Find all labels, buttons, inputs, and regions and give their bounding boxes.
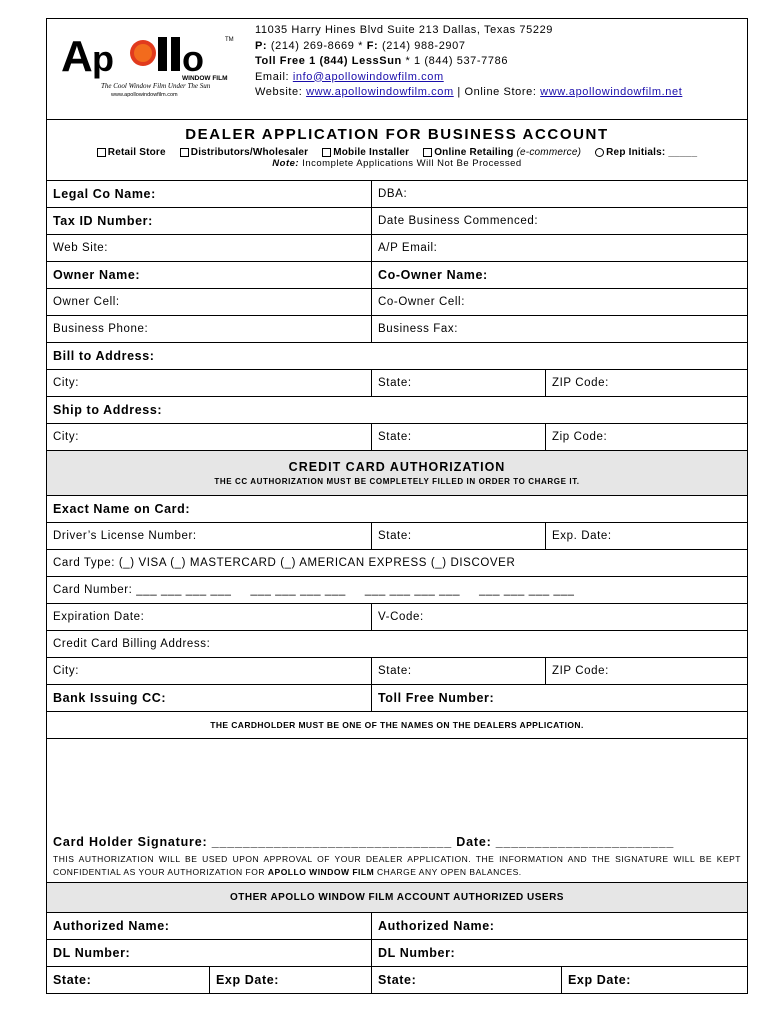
option-mobile[interactable]: Mobile Installer bbox=[322, 147, 409, 158]
owner-name-field[interactable]: Owner Name: bbox=[53, 268, 141, 282]
bill-state-field[interactable]: State: bbox=[371, 370, 545, 396]
legal-name-field[interactable]: Legal Co Name: bbox=[53, 187, 156, 201]
billing-address-field[interactable]: Credit Card Billing Address: bbox=[53, 638, 211, 650]
svg-text:o: o bbox=[182, 38, 204, 79]
svg-text:A: A bbox=[61, 32, 93, 81]
vcode-field[interactable]: V-Code: bbox=[371, 604, 747, 630]
svg-text:p: p bbox=[92, 38, 114, 79]
coowner-cell-field[interactable]: Co-Owner Cell: bbox=[371, 289, 747, 315]
cc-city-field[interactable]: City: bbox=[53, 665, 79, 677]
ship-zip-field[interactable]: Zip Code: bbox=[545, 424, 747, 450]
dealer-application-form bbox=[46, 18, 748, 994]
auth-name-1-field[interactable]: Authorized Name: bbox=[53, 919, 170, 933]
email-line: Email: info@apollowindowfilm.com bbox=[255, 70, 444, 83]
email-link[interactable]: info@apollowindowfilm.com bbox=[292, 70, 444, 83]
bank-field[interactable]: Bank Issuing CC: bbox=[53, 691, 167, 705]
exp-date-field[interactable]: Exp. Date: bbox=[545, 523, 747, 549]
phone-line: P: (214) 269-8669 * F: (214) 988-2907 bbox=[255, 39, 466, 52]
store-link[interactable]: www.apollowindowfilm.net bbox=[540, 86, 683, 98]
tax-id-field[interactable]: Tax ID Number: bbox=[53, 214, 153, 228]
ship-city-field[interactable]: City: bbox=[53, 431, 79, 443]
other-users-title: OTHER APOLLO WINDOW FILM ACCOUNT AUTHORIZED USERS bbox=[230, 892, 564, 903]
exp-2-field[interactable]: Exp Date: bbox=[561, 967, 747, 993]
rep-initials[interactable]: Rep Initials: _____ bbox=[595, 147, 697, 158]
page-title: DEALER APPLICATION FOR BUSINESS ACCOUNT bbox=[185, 126, 609, 143]
cc-state-field[interactable]: State: bbox=[371, 658, 545, 684]
dba-field[interactable]: DBA: bbox=[371, 181, 747, 207]
coowner-name-field[interactable]: Co-Owner Name: bbox=[371, 262, 747, 288]
logo-url: www.apollowindowfilm.com bbox=[111, 92, 178, 98]
address: 11035 Harry Hines Blvd Suite 213 Dallas, Texas 75229 bbox=[255, 24, 554, 36]
state-1-field[interactable]: State: bbox=[53, 973, 92, 987]
option-retail[interactable]: Retail Store bbox=[97, 147, 166, 158]
owner-cell-field[interactable]: Owner Cell: bbox=[53, 296, 120, 308]
bill-zip-field[interactable]: ZIP Code: bbox=[545, 370, 747, 396]
dl-number-field[interactable]: Driver’s License Number: bbox=[53, 530, 197, 542]
business-phone-field[interactable]: Business Phone: bbox=[53, 323, 149, 335]
checkbox-icon[interactable] bbox=[423, 148, 432, 157]
cc-zip-field[interactable]: ZIP Code: bbox=[545, 658, 747, 684]
checkbox-icon[interactable] bbox=[180, 148, 189, 157]
website-line: Website: www.apollowindowfilm.com | Online Store: www.apollowindowfilm.net bbox=[255, 86, 683, 98]
ship-state-field[interactable]: State: bbox=[371, 424, 545, 450]
dl-state-field[interactable]: State: bbox=[371, 523, 545, 549]
web-site-field[interactable]: Web Site: bbox=[53, 242, 109, 254]
apollo-logo bbox=[47, 19, 247, 119]
exp-1-field[interactable]: Exp Date: bbox=[209, 967, 371, 993]
apollo-logo-graphic bbox=[47, 19, 247, 119]
authorization-note: THIS AUTHORIZATION WILL BE USED UPON APPROVAL OF YOUR DEALER APPLICATION. THE INFORMATION AND THE SIGNATURE WILL BE KEPT CONFIDENTIAL AS YOUR AUTHORIZATION FOR APOLLO WINDOW FILM CHARGE ANY OPEN BALANCES. bbox=[53, 854, 741, 877]
account-type-options bbox=[47, 147, 747, 158]
svg-text:TM: TM bbox=[225, 37, 234, 43]
contact-info bbox=[247, 19, 682, 119]
option-distributor[interactable]: Distributors/Wholesaler bbox=[180, 147, 308, 158]
state-2-field[interactable]: State: bbox=[371, 967, 561, 993]
toll-free-line: Toll Free 1 (844) LessSun * 1 (844) 537-7786 bbox=[255, 55, 509, 67]
letterhead bbox=[47, 19, 747, 119]
cc-title: CREDIT CARD AUTHORIZATION bbox=[288, 460, 506, 474]
business-fax-field[interactable]: Business Fax: bbox=[371, 316, 747, 342]
bill-to-field[interactable]: Bill to Address: bbox=[53, 349, 155, 363]
cc-subtitle: THE CC AUTHORIZATION MUST BE COMPLETELY FILLED IN ORDER TO CHARGE IT. bbox=[214, 477, 580, 486]
card-type-field[interactable]: Card Type: (_) VISA (_) MASTERCARD (_) AMERICAN EXPRESS (_) DISCOVER bbox=[53, 557, 516, 569]
radio-icon[interactable] bbox=[595, 148, 604, 157]
auth-name-2-field[interactable]: Authorized Name: bbox=[371, 913, 747, 939]
toll-free-field[interactable]: Toll Free Number: bbox=[371, 685, 747, 711]
dl-2-field[interactable]: DL Number: bbox=[371, 940, 747, 966]
bill-city-field[interactable]: City: bbox=[53, 377, 79, 389]
dl-1-field[interactable]: DL Number: bbox=[53, 946, 131, 960]
note: Note: Incomplete Applications Will Not Be Processed bbox=[272, 158, 522, 169]
title-row bbox=[47, 119, 747, 180]
option-online[interactable]: Online Retailing (e-commerce) bbox=[423, 147, 581, 158]
ship-to-field[interactable]: Ship to Address: bbox=[53, 403, 163, 417]
cc-header bbox=[47, 450, 747, 495]
checkbox-icon[interactable] bbox=[322, 148, 331, 157]
expiration-field[interactable]: Expiration Date: bbox=[53, 611, 145, 623]
cardholder-note: THE CARDHOLDER MUST BE ONE OF THE NAMES ON THE DEALERS APPLICATION. bbox=[210, 720, 584, 730]
exact-name-field[interactable]: Exact Name on Card: bbox=[53, 502, 191, 516]
website-link[interactable]: www.apollowindowfilm.com bbox=[306, 86, 454, 98]
date-commenced-field[interactable]: Date Business Commenced: bbox=[371, 208, 747, 234]
logo-tagline: The Cool Window Film Under The Sun bbox=[101, 82, 211, 90]
signature-field[interactable]: Card Holder Signature: _______________________________ Date: _______________________ bbox=[53, 835, 675, 849]
ap-email-field[interactable]: A/P Email: bbox=[371, 235, 747, 261]
signature-block bbox=[47, 738, 747, 882]
logo-sub: WINDOW FILM bbox=[182, 75, 228, 82]
card-number-field[interactable]: Card Number: ___ ___ ___ ___ ___ ___ ___ ___ ___ ___ ___ ___ ___ ___ ___ ___ bbox=[53, 584, 575, 596]
checkbox-icon[interactable] bbox=[97, 148, 106, 157]
